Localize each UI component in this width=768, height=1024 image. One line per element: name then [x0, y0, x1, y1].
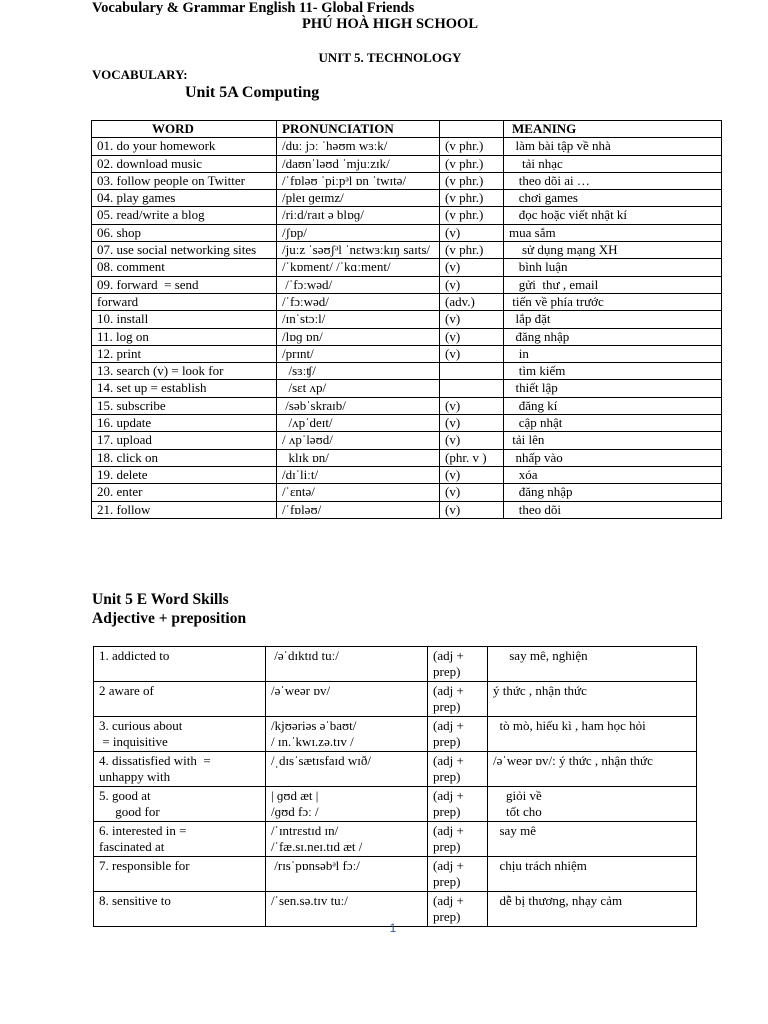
unit-title: UNIT 5. TECHNOLOGY — [318, 50, 462, 65]
word-cell: 01. do your homework — [92, 138, 277, 155]
meaning-cell: say mê, nghiện — [488, 647, 697, 682]
meaning-cell: tải nhạc — [504, 155, 722, 172]
table-row — [94, 682, 697, 717]
pronunciation-cell: /ˈɪntrɛstɪd ɪn/ /ˈfæ.sɪ.neɪ.tɪd æt / — [266, 822, 428, 857]
meaning-cell: in — [504, 345, 722, 362]
section-title-5e: Unit 5 E Word Skills — [92, 591, 229, 608]
meaning-cell: mua sắm — [504, 224, 722, 241]
table-row — [92, 363, 722, 380]
table-row — [92, 415, 722, 432]
word-type-cell: (adj + prep) — [428, 822, 488, 857]
table-row — [92, 484, 722, 501]
pronunciation-cell: /sɛt ʌp/ — [277, 380, 440, 397]
meaning-cell: cập nhật — [504, 415, 722, 432]
word-type-cell: (v) — [440, 259, 504, 276]
word-type-cell: (v) — [440, 224, 504, 241]
section-title-5a: Unit 5A Computing — [185, 84, 320, 101]
pronunciation-cell: | ɡʊd æt | /ɡʊd fɔː / — [266, 787, 428, 822]
column-header: MEANING — [504, 121, 722, 138]
word-cell: 11. log on — [92, 328, 277, 345]
table-row — [94, 822, 697, 857]
column-header: PRONUNCIATION — [277, 121, 440, 138]
meaning-cell: tò mò, hiếu kì , ham học hỏi — [488, 717, 697, 752]
word-cell: 15. subscribe — [92, 397, 277, 414]
meaning-cell: đăng kí — [504, 397, 722, 414]
table-row — [92, 138, 722, 155]
word-cell: 13. search (v) = look for — [92, 363, 277, 380]
table-row — [92, 466, 722, 483]
table-row — [92, 259, 722, 276]
word-type-cell: (v) — [440, 432, 504, 449]
pronunciation-cell: /ɪnˈstɔːl/ — [277, 311, 440, 328]
meaning-cell: đăng nhập — [504, 328, 722, 345]
word-cell: 19. delete — [92, 466, 277, 483]
word-cell: 03. follow people on Twitter — [92, 172, 277, 189]
meaning-cell: tiến về phía trước — [504, 293, 722, 310]
table-row — [92, 190, 722, 207]
table-row — [92, 328, 722, 345]
meaning-cell: bình luận — [504, 259, 722, 276]
word-cell: 08. comment — [92, 259, 277, 276]
table-row — [94, 717, 697, 752]
word-type-cell: (v) — [440, 501, 504, 518]
word-type-cell: (adj + prep) — [428, 892, 488, 927]
pronunciation-cell: /riːd/raɪt ə blɒɡ/ — [277, 207, 440, 224]
table-row — [94, 647, 697, 682]
pronunciation-cell: /lɒɡ ɒn/ — [277, 328, 440, 345]
meaning-cell: làm bài tập về nhà — [504, 138, 722, 155]
meaning-cell: chơi games — [504, 190, 722, 207]
word-type-cell: (adj + prep) — [428, 647, 488, 682]
meaning-cell: theo dõi ai … — [504, 172, 722, 189]
vocabulary-label: VOCABULARY: — [92, 67, 188, 82]
phrase-cell: 7. responsible for — [94, 857, 266, 892]
word-cell: 14. set up = establish — [92, 380, 277, 397]
table-row — [92, 501, 722, 518]
phrase-cell: 5. good at good for — [94, 787, 266, 822]
pronunciation-cell: /ˈkɒment/ /ˈkɑːment/ — [277, 259, 440, 276]
meaning-cell: tải lên — [504, 432, 722, 449]
word-type-cell — [440, 380, 504, 397]
word-type-cell: (adj + prep) — [428, 717, 488, 752]
table-row — [92, 155, 722, 172]
phrase-cell: 4. dissatisfied with = unhappy with — [94, 752, 266, 787]
school-name: PHÚ HOÀ HIGH SCHOOL — [301, 16, 479, 32]
table-row — [92, 207, 722, 224]
word-type-cell: (v) — [440, 328, 504, 345]
word-type-cell: (v) — [440, 345, 504, 362]
pronunciation-cell: /ˈfɔːwəd/ — [277, 293, 440, 310]
meaning-cell: đăng nhập — [504, 484, 722, 501]
table-row — [92, 432, 722, 449]
word-type-cell: (v phr.) — [440, 172, 504, 189]
word-cell: 20. enter — [92, 484, 277, 501]
pronunciation-cell: /kjʊəriəs əˈbaʊt/ / ɪn.ˈkwɪ.zə.tɪv / — [266, 717, 428, 752]
word-cell: 04. play games — [92, 190, 277, 207]
phrase-cell: 2 aware of — [94, 682, 266, 717]
word-type-cell: (v phr.) — [440, 138, 504, 155]
pronunciation-cell: /ˈsen.sə.tɪv tuː/ — [266, 892, 428, 927]
word-cell: 18. click on — [92, 449, 277, 466]
word-type-cell: (v phr.) — [440, 155, 504, 172]
meaning-cell: lắp đặt — [504, 311, 722, 328]
table-row — [92, 242, 722, 259]
pronunciation-cell: /ˈɛntə/ — [277, 484, 440, 501]
word-cell: 16. update — [92, 415, 277, 432]
pronunciation-cell: /ʃɒp/ — [277, 224, 440, 241]
word-cell: 05. read/write a blog — [92, 207, 277, 224]
word-type-cell: (v) — [440, 276, 504, 293]
word-cell: 06. shop — [92, 224, 277, 241]
table-row — [94, 752, 697, 787]
pronunciation-cell: /dɪˈliːt/ — [277, 466, 440, 483]
table-row — [92, 397, 722, 414]
meaning-cell: say mê — [488, 822, 697, 857]
phrase-cell: 1. addicted to — [94, 647, 266, 682]
table-row — [92, 345, 722, 362]
word-type-cell — [440, 363, 504, 380]
meaning-cell: gửi thư , email — [504, 276, 722, 293]
word-type-cell: (adj + prep) — [428, 752, 488, 787]
word-type-cell: (v phr.) — [440, 207, 504, 224]
phrase-cell: 6. interested in = fascinated at — [94, 822, 266, 857]
column-header: WORD — [92, 121, 277, 138]
word-type-cell: (adj + prep) — [428, 682, 488, 717]
word-type-cell: (adv.) — [440, 293, 504, 310]
vocabulary-table — [91, 120, 722, 519]
pronunciation-cell: /juːz ˈsəʊʃᵊl ˈnɛtwɜːkɪŋ saɪts/ — [277, 242, 440, 259]
word-cell: forward — [92, 293, 277, 310]
section-subtitle: Adjective + preposition — [92, 610, 247, 627]
meaning-cell: đọc hoặc viết nhật kí — [504, 207, 722, 224]
pronunciation-cell: /ˈfɔːwəd/ — [277, 276, 440, 293]
phrase-cell: 3. curious about = inquisitive — [94, 717, 266, 752]
word-cell: 21. follow — [92, 501, 277, 518]
word-cell: 12. print — [92, 345, 277, 362]
meaning-cell: dễ bị thương, nhạy cảm — [488, 892, 697, 927]
table-row — [92, 172, 722, 189]
table-header-row — [92, 121, 722, 138]
pronunciation-cell: /prɪnt/ — [277, 345, 440, 362]
pronunciation-cell: /ˈfɒləʊ/ — [277, 501, 440, 518]
pronunciation-cell: /ˈfɒləʊ ˈpiːpᵊl ɒn ˈtwɪtə/ — [277, 172, 440, 189]
word-cell: 07. use social networking sites — [92, 242, 277, 259]
word-type-cell: (v) — [440, 415, 504, 432]
word-type-cell: (v) — [440, 484, 504, 501]
table-row — [92, 293, 722, 310]
pronunciation-cell: /əˈweər ɒv/ — [266, 682, 428, 717]
word-type-cell: (v) — [440, 466, 504, 483]
adjective-preposition-table — [93, 646, 697, 927]
pronunciation-cell: /ʌpˈdeɪt/ — [277, 415, 440, 432]
pronunciation-cell: /rɪsˈpɒnsəbᵊl fɔː/ — [266, 857, 428, 892]
table-row — [92, 224, 722, 241]
meaning-cell: nhấp vào — [504, 449, 722, 466]
word-type-cell: (adj + prep) — [428, 857, 488, 892]
word-cell: 10. install — [92, 311, 277, 328]
meaning-cell: /əˈweər ɒv/: ý thức , nhận thức — [488, 752, 697, 787]
meaning-cell: chịu trách nhiệm — [488, 857, 697, 892]
word-type-cell: (v) — [440, 311, 504, 328]
pronunciation-cell: klɪk ɒn/ — [277, 449, 440, 466]
table-row — [94, 857, 697, 892]
meaning-cell: theo dõi — [504, 501, 722, 518]
meaning-cell: giỏi về tốt cho — [488, 787, 697, 822]
word-type-cell: (v phr.) — [440, 242, 504, 259]
pronunciation-cell: /sɜːʧ/ — [277, 363, 440, 380]
table-row — [94, 787, 697, 822]
table-row — [92, 276, 722, 293]
word-cell: 09. forward = send — [92, 276, 277, 293]
word-type-cell: (v) — [440, 397, 504, 414]
word-cell: 02. download music — [92, 155, 277, 172]
pronunciation-cell: / ʌpˈləʊd/ — [277, 432, 440, 449]
table-row — [92, 311, 722, 328]
meaning-cell: xóa — [504, 466, 722, 483]
pronunciation-cell: /pleɪ ɡeɪmz/ — [277, 190, 440, 207]
page-number: 1 — [389, 921, 397, 935]
pronunciation-cell: /duː jɔː ˈhəʊm wɜːk/ — [277, 138, 440, 155]
table-row — [92, 380, 722, 397]
word-type-cell: (v phr.) — [440, 190, 504, 207]
pronunciation-cell: /əˈdɪktɪd tuː/ — [266, 647, 428, 682]
document-header: Vocabulary & Grammar English 11- Global Friends — [92, 0, 415, 16]
meaning-cell: tìm kiếm — [504, 363, 722, 380]
meaning-cell: ý thức , nhận thức — [488, 682, 697, 717]
meaning-cell: thiết lập — [504, 380, 722, 397]
table-row — [92, 449, 722, 466]
phrase-cell: 8. sensitive to — [94, 892, 266, 927]
pronunciation-cell: /səbˈskraɪb/ — [277, 397, 440, 414]
word-type-cell: (phr. v ) — [440, 449, 504, 466]
pronunciation-cell: /daʊnˈləʊd ˈmjuːzɪk/ — [277, 155, 440, 172]
word-type-cell: (adj + prep) — [428, 787, 488, 822]
word-cell: 17. upload — [92, 432, 277, 449]
column-header — [440, 121, 504, 138]
meaning-cell: sử dụng mạng XH — [504, 242, 722, 259]
pronunciation-cell: /ˌdɪsˈsætɪsfaɪd wɪð/ — [266, 752, 428, 787]
